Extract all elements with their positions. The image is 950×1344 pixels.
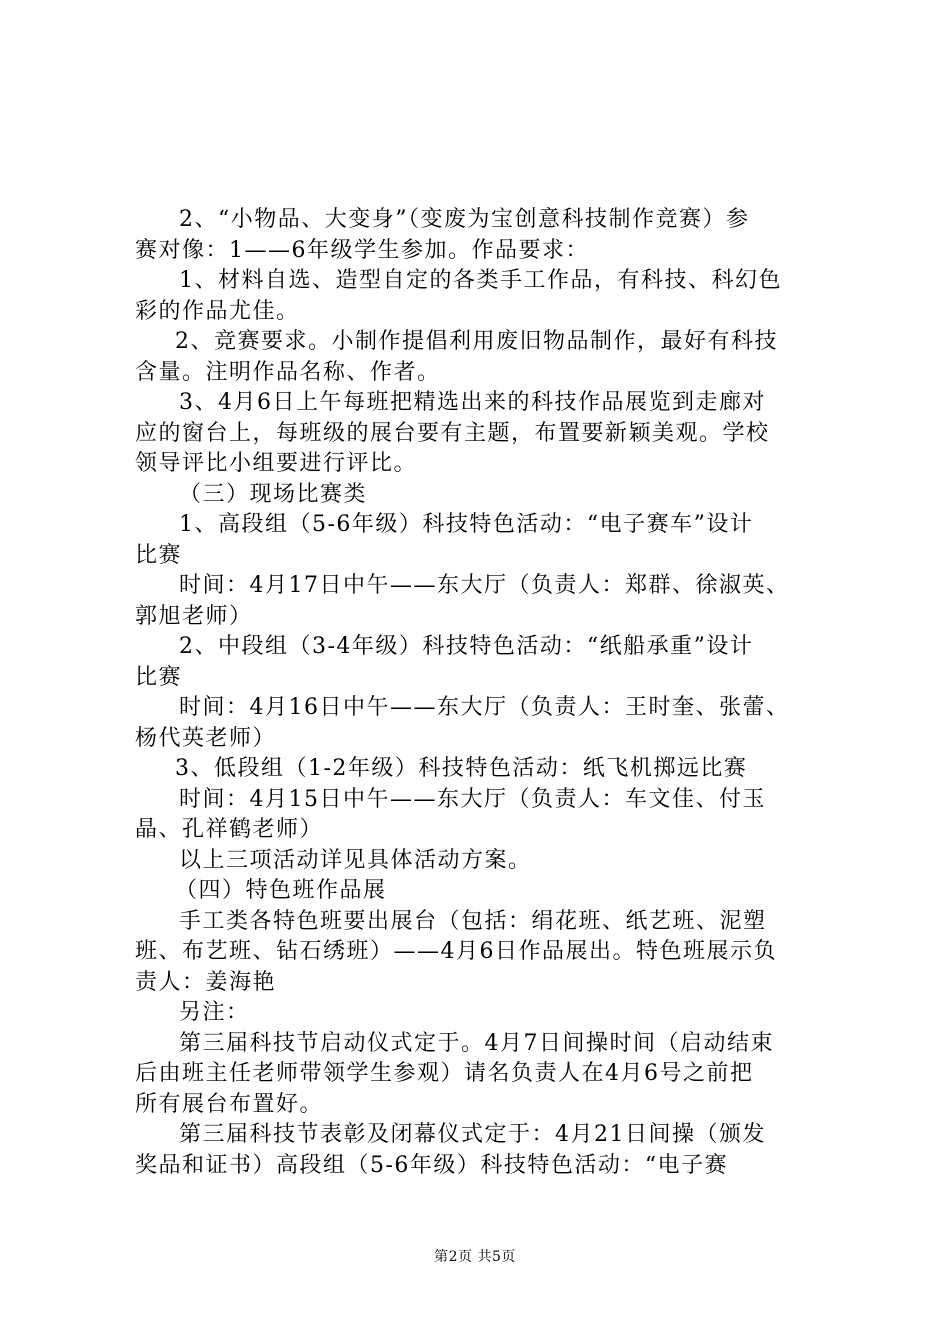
text-line: 3、4月6日上午每班把精选出来的科技作品展览到走廊对 [179,390,766,415]
text-line: 时间：4月15日中午——东大厅（负责人：车文佳、付玉 [179,786,766,812]
text-line: 另注： [179,1000,250,1025]
text-line: 含量。注明作品名称、作者。 [135,359,441,385]
page-footer: 第2页 共5页 [434,1249,516,1265]
text-line: 以上三项活动详见具体活动方案。 [179,847,532,873]
text-line: 班、布艺班、钻石绣班）——4月6日作品展出。特色班展示负 [135,939,777,964]
text-line: 3、低段组（1-2年级）科技特色活动：纸飞机掷远比赛 [175,756,748,781]
text-line: 后由班主任老师带领学生参观）请名负责人在4月6号之前把 [135,1061,754,1086]
text-line: 比赛 [135,542,183,568]
document-body [135,205,835,1181]
text-line: 第三届科技节启动仪式定于。4月7日间操时间（启动结束 [179,1030,774,1056]
text-line: 所有展台布置好。 [135,1091,324,1117]
text-line: 应的窗台上，每班级的展台要有主题，布置要新颖美观。学校 [135,420,770,446]
text-line: 手工类各特色班要出展台（包括：绢花班、纸艺班、泥塑 [179,908,767,934]
text-line: 彩的作品尤佳。 [135,298,300,324]
text-line: 责人：姜海艳 [135,969,277,995]
text-line: （四）特色班作品展 [175,878,387,903]
text-line: 郭旭老师） [135,603,253,629]
text-line: （三）现场比赛类 [179,481,368,507]
text-line: 第三届科技节表彰及闭幕仪式定于：4月21日间操（颁发 [179,1122,766,1147]
text-line: 2、竞赛要求。小制作提倡利用废旧物品制作，最好有科技 [175,329,778,354]
text-line: 1、高段组（5-6年级）科技特色活动：“电子赛车”设计 [179,512,754,537]
text-line: 2、中段组（3-4年级）科技特色活动：“纸船承重”设计 [179,634,754,659]
text-line: 2、“小物品、大变身”（变废为宝创意科技制作竞赛）参 [179,207,750,232]
text-line: 奖品和证书）高段组（5-6年级）科技特色活动：“电子赛 [135,1152,729,1178]
text-line: 时间：4月17日中午——东大厅（负责人：郑群、徐淑英、 [179,573,790,598]
text-line: 晶、孔祥鹤老师） [135,817,324,842]
text-line: 时间：4月16日中午——东大厅（负责人：王时奎、张蕾、 [179,695,790,720]
text-line: 比赛 [135,664,183,690]
text-line: 赛对像：1——6年级学生参加。作品要求： [135,237,589,263]
text-line: 1、材料自选、造型自定的各类手工作品，有科技、科幻色 [179,268,782,293]
text-line: 杨代英老师） [135,725,277,751]
text-line: 领导评比小组要进行评比。 [135,451,418,476]
